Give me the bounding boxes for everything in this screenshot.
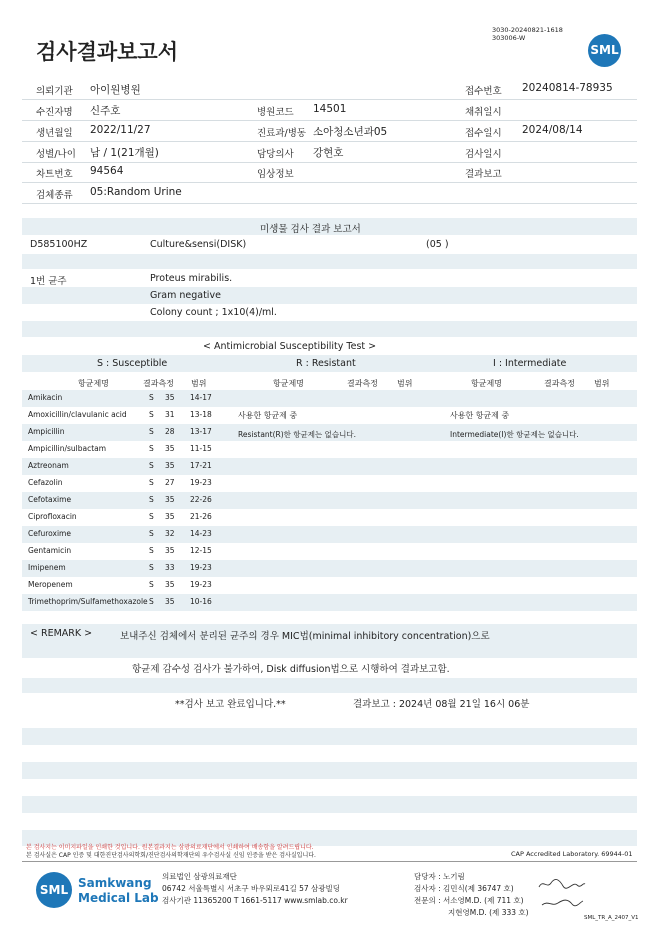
drug-result: S — [149, 563, 154, 572]
report-complete: **검사 보고 완료입니다.** — [175, 699, 286, 710]
clinical-label: 임상정보 — [257, 169, 294, 180]
drug-name: Ampicillin — [28, 427, 65, 436]
receipt-value: 20240814-78935 — [522, 82, 613, 94]
doc-code-2: 303006-W — [492, 34, 526, 42]
receipt-date-label: 접수일시 — [465, 128, 502, 139]
drug-name: Amoxicillin/clavulanic acid — [28, 410, 127, 419]
drug-range: 19-23 — [190, 478, 212, 487]
col-range-3: 범위 — [594, 379, 610, 388]
drug-result: S — [149, 478, 154, 487]
drug-range: 21-26 — [190, 512, 212, 521]
drug-name: Amikacin — [28, 393, 63, 402]
drug-value: 31 — [165, 410, 175, 419]
test-number: (05 ) — [426, 239, 449, 250]
hospital-code-label: 병원코드 — [257, 107, 294, 118]
test-code: D585100HZ — [30, 239, 88, 250]
drug-result: S — [149, 444, 154, 453]
drug-range: 12-15 — [190, 546, 212, 555]
cap-accreditation: CAP Accredited Laboratory. 69944-01 — [511, 850, 633, 858]
receipt-date-value: 2024/08/14 — [522, 124, 583, 136]
brand-line-1: Samkwang — [78, 876, 152, 890]
drug-result: S — [149, 512, 154, 521]
address-line-2: 06742 서울특별시 서초구 바우뫼로41길 57 삼광빌딩 — [162, 884, 341, 893]
collect-label: 채취일시 — [465, 107, 502, 118]
col-result-3: 결과측정 — [544, 379, 575, 388]
drug-value: 35 — [165, 461, 175, 470]
drug-row — [22, 577, 637, 594]
col-result-2: 결과측정 — [347, 379, 378, 388]
notice-line-1: 본 검사지는 이미지파일을 인쇄한 것입니다. 원본결과지는 삼광의료재단에서 인쇄하여 배송함을 알려드립니다. — [26, 844, 314, 851]
section-title: 미생물 검사 결과 보고서 — [260, 224, 361, 235]
drug-name: Imipenem — [28, 563, 66, 572]
signature-1-icon — [537, 877, 587, 891]
sml-footer-logo-text: SML — [39, 883, 69, 897]
drug-row — [22, 509, 637, 526]
address-line-1: 의료법인 삼광의료재단 — [162, 872, 237, 881]
drug-result: S — [149, 597, 154, 606]
doctor-value: 강현호 — [313, 147, 344, 159]
drug-name: Ampicillin/sulbactam — [28, 444, 107, 453]
staff-line-4: 지현영M.D. (제 333 호) — [448, 908, 529, 917]
gram-stain: Gram negative — [150, 290, 221, 301]
staff-line-1: 담당자 : 노기림 — [414, 872, 465, 881]
col-drug-1: 항균제명 — [78, 379, 109, 388]
drug-result: S — [149, 461, 154, 470]
drug-name: Cefotaxime — [28, 495, 72, 504]
drug-value: 35 — [165, 546, 175, 555]
address-line-3: 검사기관 11365200 T 1661-5117 www.smlab.co.kr — [162, 896, 348, 905]
staff-line-3: 전문의 : 서소영M.D. (제 711 호) — [414, 896, 524, 905]
drug-range: 17-21 — [190, 461, 212, 470]
drug-row — [22, 543, 637, 560]
drug-result: S — [149, 393, 154, 402]
drug-range: 13-17 — [190, 427, 212, 436]
drug-name: Meropenem — [28, 580, 73, 589]
drug-row — [22, 492, 637, 509]
drug-row — [22, 441, 637, 458]
drug-value: 35 — [165, 444, 175, 453]
drug-row — [22, 407, 637, 424]
drug-row — [22, 458, 637, 475]
drug-result: S — [149, 495, 154, 504]
drug-range: 13-18 — [190, 410, 212, 419]
legend-intermediate: I : Intermediate — [493, 358, 567, 369]
drug-name: Gentamicin — [28, 546, 72, 555]
organism-label: 1번 균주 — [30, 276, 67, 287]
drug-range: 14-17 — [190, 393, 212, 402]
drug-range: 19-23 — [190, 563, 212, 572]
drug-result: S — [149, 546, 154, 555]
drug-range: 14-23 — [190, 529, 212, 538]
sex-age-label: 성별/나이 — [36, 149, 76, 160]
drug-value: 32 — [165, 529, 175, 538]
drug-value: 35 — [165, 495, 175, 504]
dob-value: 2022/11/27 — [90, 124, 151, 136]
drug-range: 11-15 — [190, 444, 212, 453]
name-label: 수진자명 — [36, 107, 73, 118]
remark-line-2: 항균제 감수성 검사가 불가하여, Disk diffusion법으로 시행하여 결과보고함. — [132, 664, 450, 675]
drug-row — [22, 594, 637, 611]
drug-range: 10-16 — [190, 597, 212, 606]
drug-value: 28 — [165, 427, 175, 436]
specimen-value: 05:Random Urine — [90, 186, 182, 198]
drug-value: 35 — [165, 597, 175, 606]
dob-label: 생년월일 — [36, 128, 73, 139]
notice-line-2: 본 검사실은 CAP 인증 및 대한진단검사의학회/진단검사의학재단의 우수검사실 신임 인증을 받은 검사실입니다. — [26, 852, 316, 859]
resistant-note-1: 사용한 항균제 중 — [238, 411, 298, 420]
drug-value: 35 — [165, 512, 175, 521]
report-time: 결과보고 : 2024년 08월 21일 16시 06분 — [353, 699, 530, 710]
staff-line-2: 검사자 : 김민식(제 36747 호) — [414, 884, 514, 893]
intermediate-note-2: Intermediate(I)한 항균제는 없습니다. — [450, 430, 579, 439]
drug-range: 19-23 — [190, 580, 212, 589]
chart-value: 94564 — [90, 165, 124, 177]
sml-logo-icon — [588, 34, 621, 67]
drug-result: S — [149, 580, 154, 589]
brand-line-2: Medical Lab — [78, 891, 159, 905]
drug-range: 22-26 — [190, 495, 212, 504]
sml-logo-text: SML — [590, 43, 619, 57]
drug-name: Aztreonam — [28, 461, 69, 470]
drug-row — [22, 560, 637, 577]
remark-label: < REMARK > — [30, 628, 93, 639]
resistant-note-2: Resistant(R)한 항균제는 없습니다. — [238, 430, 357, 439]
chart-label: 차트번호 — [36, 169, 73, 180]
drug-row — [22, 475, 637, 492]
dept-label: 진료과/병동 — [257, 128, 307, 139]
drug-row — [22, 526, 637, 543]
drug-name: Cefuroxime — [28, 529, 71, 538]
signature-2-icon — [540, 896, 585, 910]
receipt-label: 접수번호 — [465, 86, 502, 97]
colony-count: Colony count ; 1x10(4)/ml. — [150, 307, 277, 318]
doctor-label: 담당의사 — [257, 149, 294, 160]
drug-value: 33 — [165, 563, 175, 572]
institution-label: 의뢰기관 — [36, 86, 73, 97]
doc-code-1: 3030-20240821-1618 — [492, 26, 563, 34]
name-value: 신주호 — [90, 105, 121, 117]
drug-value: 27 — [165, 478, 175, 487]
report-title: 검사결과보고서 — [36, 40, 179, 64]
drug-value: 35 — [165, 580, 175, 589]
drug-value: 35 — [165, 393, 175, 402]
col-drug-2: 항균제명 — [273, 379, 304, 388]
report-label: 결과보고 — [465, 169, 502, 180]
drug-name: Ciprofloxacin — [28, 512, 77, 521]
form-code: SML_TR_A_2407_V1 — [584, 915, 639, 921]
drug-result: S — [149, 410, 154, 419]
intermediate-note-1: 사용한 항균제 중 — [450, 411, 510, 420]
test-name: Culture&sensi(DISK) — [150, 239, 247, 250]
sml-footer-logo-icon — [36, 872, 72, 908]
drug-row — [22, 390, 637, 407]
legend-resistant: R : Resistant — [296, 358, 356, 369]
drug-result: S — [149, 427, 154, 436]
remark-line-1: 보내주신 검체에서 분리된 균주의 경우 MIC법(minimal inhibitory concentration)으로 — [120, 631, 490, 642]
specimen-label: 검체종류 — [36, 190, 73, 201]
hospital-code-value: 14501 — [313, 103, 347, 115]
col-result-1: 결과측정 — [143, 379, 174, 388]
drug-name: Trimethoprim/Sulfamethoxazole — [28, 597, 148, 606]
dept-value: 소아청소년과05 — [313, 126, 388, 138]
drug-result: S — [149, 529, 154, 538]
test-date-label: 검사일시 — [465, 149, 502, 160]
institution-value: 아이원병원 — [90, 84, 141, 96]
col-drug-3: 항균제명 — [471, 379, 502, 388]
drug-name: Cefazolin — [28, 478, 63, 487]
organism-name: Proteus mirabilis. — [150, 273, 233, 284]
legend-susceptible: S : Susceptible — [97, 358, 168, 369]
col-range-2: 범위 — [397, 379, 413, 388]
ast-title: < Antimicrobial Susceptibility Test > — [203, 341, 377, 352]
sex-age-value: 남 / 1(21개월) — [90, 147, 159, 159]
col-range-1: 범위 — [191, 379, 207, 388]
